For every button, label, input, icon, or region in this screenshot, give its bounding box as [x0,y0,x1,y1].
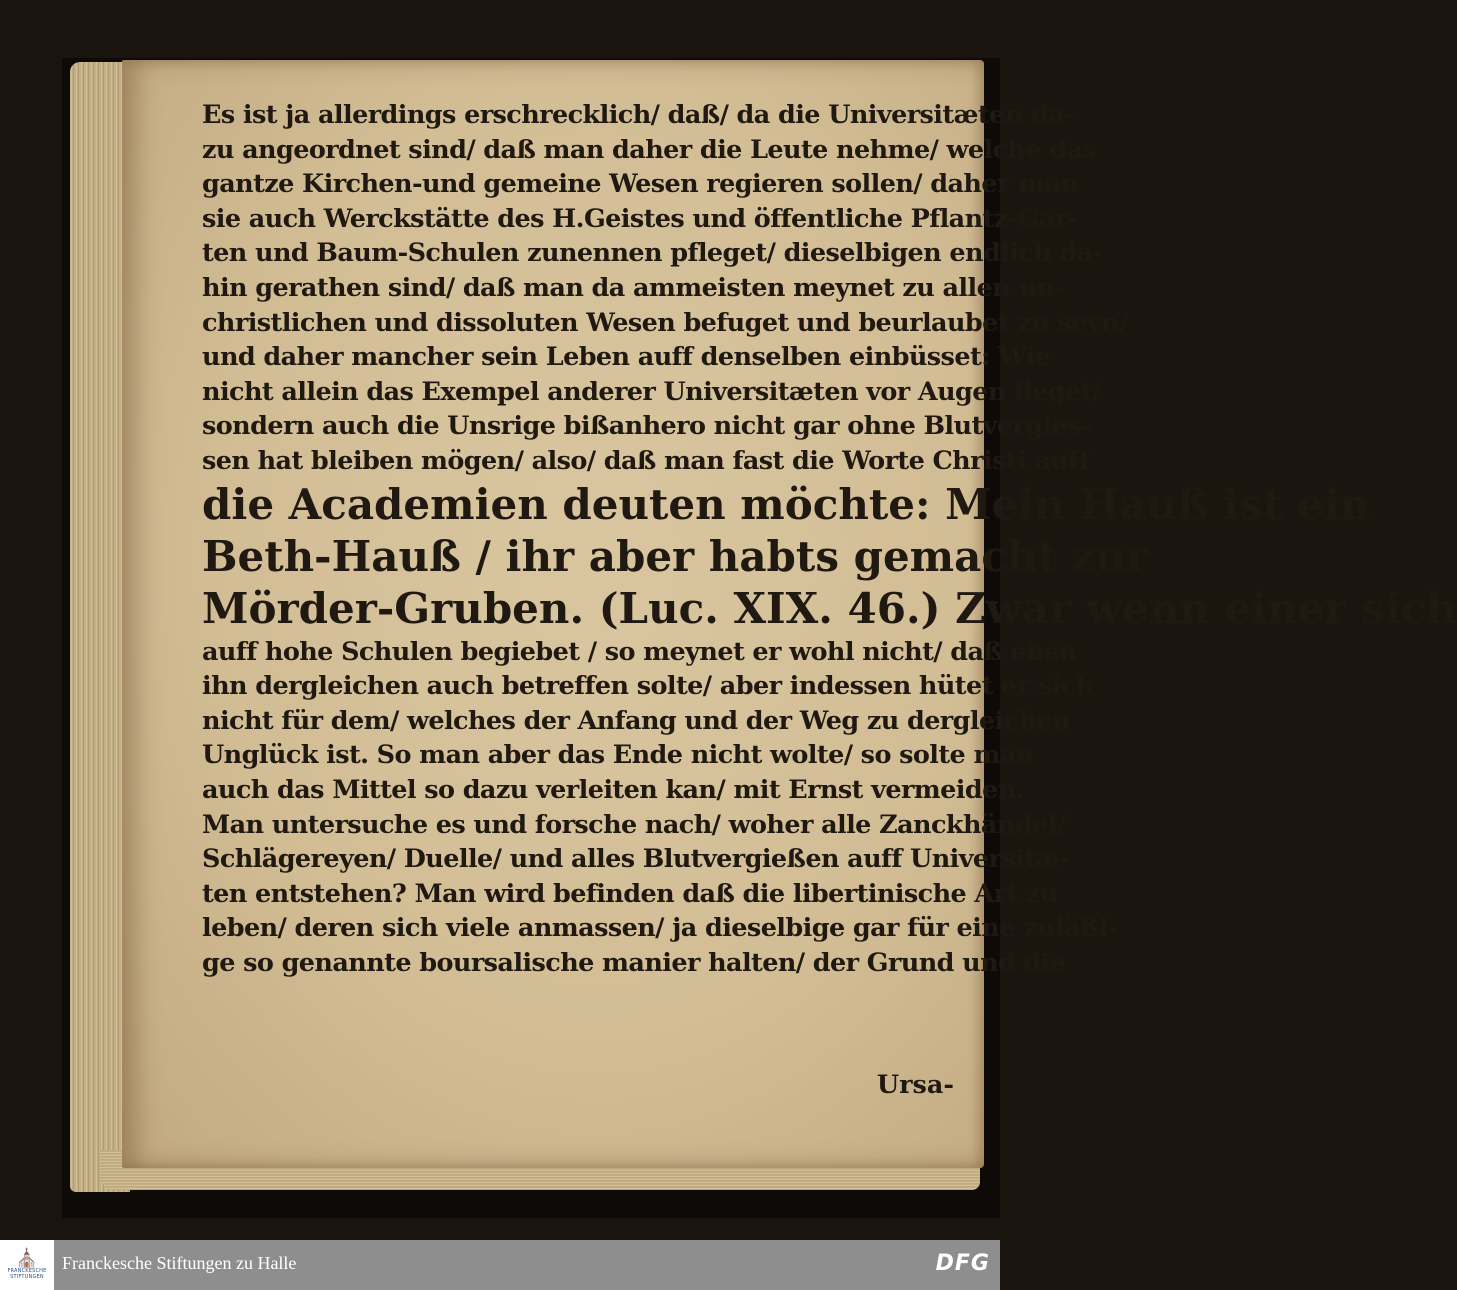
text-line: sie auch Werckstätte des H.Geistes und öffentliche Pflantz-Gar- [202,203,1078,234]
footer-bar [0,1240,1000,1290]
text-line: ge so genannte boursalische manier halten/ der Grund und die [202,947,1066,978]
text-line: nicht allein das Exempel anderer Universitæten vor Augen lieget/ [202,376,1101,407]
catchword: Ursa- [876,1070,954,1100]
quote-line-1 [202,479,1371,531]
text-line: und daher mancher sein Leben auff denselben einbüsset: Wie [202,342,1051,373]
page-text-block [202,98,1457,980]
scripture-quote: Mörder-Gruben. [202,583,585,633]
text-run: die Academien deuten möchte: [202,479,931,529]
text-line: nicht für dem/ welches der Anfang und der Weg zu dergleichen [202,705,1071,736]
text-line: christlichen und dissoluten Wesen befuget und beurlaubet zu seyn/ [202,307,1128,338]
text-line: sen hat bleiben mögen/ also/ daß man fast die Worte Christi auff [202,445,1089,476]
text-line: ihn dergleichen auch betreffen solte/ aber indessen hütet er sich [202,671,1094,702]
scripture-quote: Mein Hauß ist ein [945,479,1371,529]
text-line: Unglück ist. So man aber das Ende nicht wolte/ so solte man [202,740,1034,771]
text-line: Es ist ja allerdings erschrecklich/ daß/ da die Universitæten da- [202,100,1074,130]
logo-text: FRANCKESCHE STIFTUNGEN [7,1268,47,1280]
scripture-quote: Beth-Hauß / ihr aber habts gemacht zur [202,531,1148,581]
building-icon: ⛪ [15,1248,39,1269]
text-line: auch das Mittel so dazu verleiten kan/ mit Ernst vermeiden. [202,774,1024,805]
page-edges-left [70,62,130,1192]
institution-logo[interactable] [0,1240,54,1290]
text-run: (Luc. XIX. 46.) Zwar wenn einer sich [598,583,1457,633]
text-line: Man untersuche es und forsche nach/ woher alle Zanckhändel/ [202,809,1066,840]
text-line: sondern auch die Unsrige bißanhero nicht gar ohne Blutvergies- [202,411,1091,442]
text-line: leben/ deren sich viele anmassen/ ja dieselbige gar für eine zuläßi- [202,913,1118,944]
text-line: ten entstehen? Man wird befinden daß die libertinische Art zu [202,878,1058,909]
text-line: hin gerathen sind/ daß man da ammeisten meynet zu allen un- [202,272,1065,303]
text-line: zu angeordnet sind/ daß man daher die Leute nehme/ welche das [202,134,1097,165]
text-line: auff hohe Schulen begiebet / so meynet er wohl nicht/ daß eben [202,636,1077,667]
dfg-logo[interactable]: DFG [935,1251,990,1276]
institution-name[interactable]: Franckesche Stiftungen zu Halle [62,1253,297,1273]
text-line: Schlägereyen/ Duelle/ und alles Blutvergießen auff Universitæ- [202,844,1070,875]
quote-line-3 [202,583,1457,635]
text-line: gantze Kirchen-und gemeine Wesen regieren sollen/ daher man [202,169,1079,200]
book-page [122,60,1457,1168]
text-line: ten und Baum-Schulen zunennen pfleget/ dieselbigen endlich da- [202,238,1103,269]
